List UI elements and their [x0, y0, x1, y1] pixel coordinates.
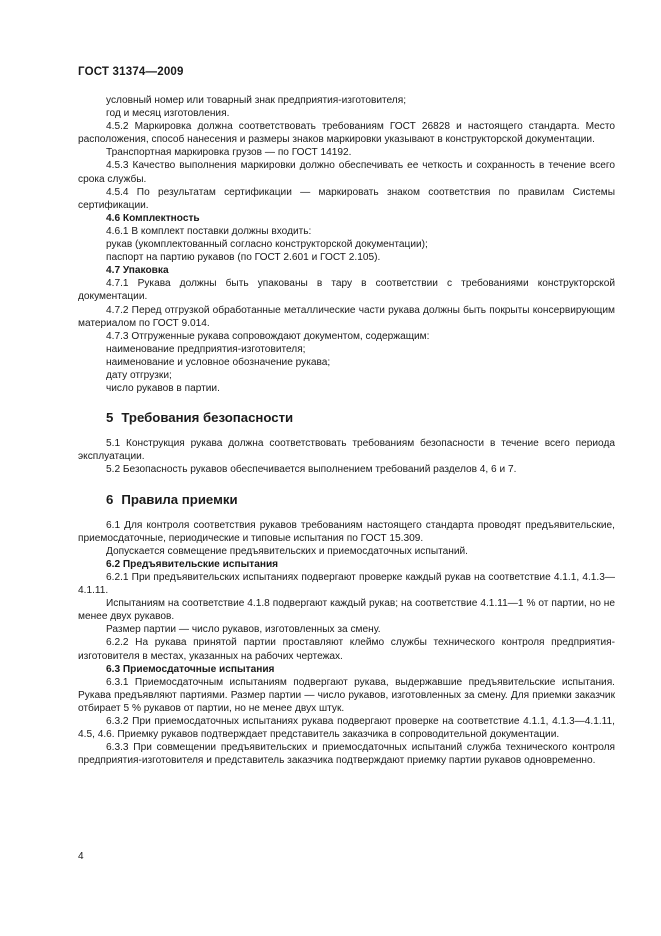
- paragraph: 6.3.2 При приемосдаточных испытаниях рукава подвергают проверке на соответствие 4.1.1, 4.1.3—4.1.11, 4.5, 4.6. Приемку рукавов подтверждает представитель заказчика в сопроводительной документации.: [78, 716, 615, 741]
- paragraph: год и месяц изготовления.: [106, 108, 230, 120]
- subsection-title: 6.2 Предъявительские испытания: [106, 558, 279, 570]
- section-number: 6: [106, 491, 114, 507]
- paragraph: Допускается совмещение предъявительских и приемосдаточных испытаний.: [106, 545, 468, 557]
- paragraph: рукав (укомплектованный согласно конструкторской документации);: [106, 239, 428, 251]
- paragraph: паспорт на партию рукавов (по ГОСТ 2.601 и ГОСТ 2.105).: [106, 252, 381, 264]
- paragraph: 6.2.1 При предъявительских испытаниях подвергают проверке каждый рукав на соответствие 4.1.1, 4.1.3—4.1.11.: [78, 572, 615, 597]
- paragraph: 4.7.1 Рукава должны быть упакованы в тару в соответствии с требованиями конструкторской документации.: [78, 278, 615, 303]
- section-heading-6: [78, 493, 615, 506]
- page-header: ГОСТ 31374—2009: [78, 66, 184, 78]
- section-title: Требования безопасности: [121, 410, 294, 426]
- paragraph: 4.5.4 По результатам сертификации — маркировать знаком соответствия по правилам Системы сертификации.: [78, 186, 615, 211]
- page-number: 4: [78, 851, 84, 862]
- paragraph: Испытаниям на соответствие 4.1.8 подвергают каждый рукав; на соответствие 4.1.11—1 % от партии, но не менее двух рукавов.: [78, 598, 615, 623]
- paragraph: 4.7.2 Перед отгрузкой обработанные металлические части рукава должны быть покрыты консервирующим материалом по ГОСТ 9.014.: [78, 304, 615, 329]
- section-number: 5: [106, 410, 114, 426]
- paragraph: 6.3.1 Приемосдаточным испытаниям подвергают рукава, выдержавшие предъявительские испытания. Рукава предъявляют партиями. Размер партии — число рукавов, изготовленных за смену. Для приемки заказчик отбирает 5 % рукавов от партии, но не менее двух штук.: [78, 676, 615, 714]
- section-heading-5: [78, 411, 615, 424]
- subsection-title: 6.3 Приемосдаточные испытания: [106, 663, 275, 675]
- subsection-title: 4.6 Комплектность: [106, 212, 200, 224]
- section-title: Правила приемки: [121, 491, 238, 507]
- paragraph: 4.7.3 Отгруженные рукава сопровождают документом, содержащим:: [106, 330, 430, 342]
- paragraph: 6.3.3 При совмещении предъявительских и приемосдаточных испытаний служба технического контроля предприятия-изготовителя и представитель заказчика подтверждают приемку партии рукавов одновременно.: [78, 742, 615, 767]
- paragraph: число рукавов в партии.: [106, 383, 220, 395]
- paragraph: 4.5.2 Маркировка должна соответствовать требованиям ГОСТ 26828 и настоящего стандарта. Место расположения, способ нанесения и размеры знаков маркировки указывают в конструкторской документации.: [78, 121, 615, 146]
- paragraph: наименование предприятия-изготовителя;: [106, 343, 306, 355]
- page-content: [78, 94, 615, 767]
- paragraph: наименование и условное обозначение рукава;: [106, 356, 331, 368]
- paragraph: 4.5.3 Качество выполнения маркировки должно обеспечивать ее четкость и сохранность в течение всего срока службы.: [78, 160, 615, 185]
- paragraph: дату отгрузки;: [106, 369, 172, 381]
- subsection-title: 4.7 Упаковка: [106, 265, 169, 277]
- paragraph: условный номер или товарный знак предприятия-изготовителя;: [106, 95, 407, 106]
- paragraph: 6.2.2 На рукава принятой партии проставляют клеймо службы технического контроля предприятия-изготовителя в местах, указанных на рабочих чертежах.: [78, 637, 615, 662]
- paragraph: 5.1 Конструкция рукава должна соответствовать требованиям безопасности в течение всего периода эксплуатации.: [78, 438, 615, 463]
- paragraph: 5.2 Безопасность рукавов обеспечивается выполнением требований разделов 4, 6 и 7.: [106, 464, 517, 476]
- paragraph: Размер партии — число рукавов, изготовленных за смену.: [106, 624, 381, 636]
- paragraph: Транспортная маркировка грузов — по ГОСТ 14192.: [106, 147, 352, 159]
- paragraph: 4.6.1 В комплект поставки должны входить:: [106, 225, 312, 237]
- paragraph: 6.1 Для контроля соответствия рукавов требованиям настоящего стандарта проводят предъявительские, приемосдаточные, периодические и типовые испытания по ГОСТ 15.309.: [78, 519, 615, 544]
